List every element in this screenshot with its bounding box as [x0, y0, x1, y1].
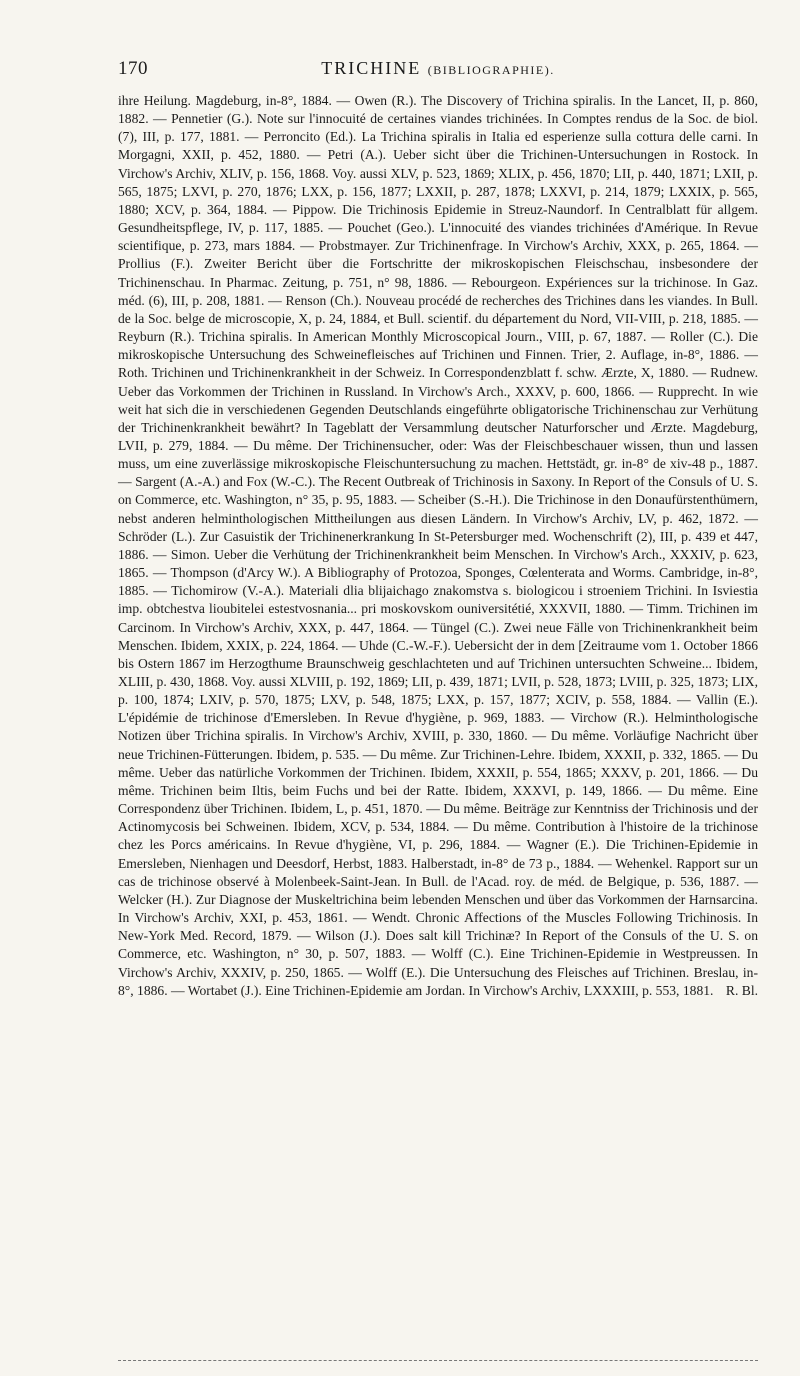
footer-rule	[118, 1360, 758, 1361]
author-signature: R. Bl.	[725, 982, 758, 998]
title: TRICHINE	[321, 58, 422, 78]
running-title	[118, 58, 758, 79]
page-header	[118, 58, 758, 92]
bibliography-body: ihre Heilung. Magdeburg, in-8°, 1884. — Owen (R.). The Discovery of Trichina spiralis. In the Lancet, II, p. 860, 1882. — Pennetier (G.). Note sur l'innocuité de certaines viandes trichinées. In Comptes rendus de la Soc. de biol. (7), III, p. 177, 1881. — Perroncito (Ed.). La Trichina spiralis in Italia ed esperienze sulla cottura delle carni. In Morgagni, XXII, p. 452, 1880. — Petri (A.). Ueber sicht über die Trichinen-Untersuchungen in Rostock. In Virchow's Archiv, XLIV, p. 156, 1868. Voy. aussi XLV, p. 523, 1869; XLIX, p. 456, 1870; LII, p. 440, 1871; LXII, p. 565, 1875; LXVI, p. 270, 1876; LXX, p. 156, 1877; LXXII, p. 287, 1878; LXXVI, p. 214, 1879; LXXIX, p. 565, 1880; XCV, p. 364, 1884. — Pippow. Die Trichinosis Epidemie in Streuz-Naundorf. In Centralblatt für allgem. Gesundheitspflege, IV, p. 117, 1885. — Pouchet (Geo.). L'innocuité des viandes trichinées d'Amérique. In Revue scientifique, p. 273, mars 1884. — Probstmayer. Zur Trichinenfrage. In Virchow's Archiv, XXX, p. 265, 1864. — Prollius (F.). Zweiter Bericht über die Fortschritte der mikroskopischen Fleischschau, insbesondere der Trichinenschau. In Pharmac. Zeitung, p. 751, n° 98, 1886. — Rebourgeon. Expériences sur la trichinose. In Gaz. méd. (6), III, p. 208, 1881. — Renson (Ch.). Nouveau procédé de recherches des Trichines dans les viandes. In Bull. de la Soc. belge de microscopie, X, p. 24, 1884, et Bull. scientif. du département du Nord, VII-VIII, p. 218, 1885. — Reyburn (R.). Trichina spiralis. In American Monthly Microscopical Journ., VIII, p. 67, 1887. — Roller (C.). Die mikroskopische Untersuchung des Schweinefleisches auf Trichinen und Finnen. Trier, 2. Auflage, in-8°, 1886. — Roth. Trichinen und Trichinenkrankheit in der Schweiz. In Correspondenzblatt f. schw. Ærzte, X, 1880. — Rudnew. Ueber das Vorkommen der Trichinen in Russland. In Virchow's Arch., XXXV, p. 600, 1866. — Rupprecht. In wie weit hat sich die in verschiedenen Gegenden Deutschlands eingeführte obligatorische Trichinenschau zur Verhütung der Trichinenkrankheit bewährt? In Tageblatt der Versammlung deutscher Naturforscher und Ærzte. Magdeburg, LVII, p. 279, 1884. — Du même. Der Trichinensucher, oder: Was der Fleischbeschauer wissen, thun und lassen muss, um eine zuverlässige mikroskopische Fleischuntersuchung zu machen. Hettstädt, gr. in-8° de xiv-48 p., 1887. — Sargent (A.-A.) and Fox (W.-C.). The Recent Outbreak of Trichinosis in Saxony. In Report of the Consuls of U. S. on Commerce, etc. Washington, n° 35, p. 95, 1883. — Scheiber (S.-H.). Die Trichinose in den Donaufürstenthümern, nebst anderen helminthologischen Mittheilungen aus diesen Ländern. In Virchow's Archiv, LV, p. 462, 1872. — Schröder (L.). Zur Casuistik der Trichinenerkrankung In St-Petersburger med. Wochenschrift (2), III, p. 439 et 447, 1886. — Simon. Ueber die Verhütung der Trichinenkrankheit beim Menschen. In Virchow's Arch., XXXIV, p. 623, 1865. — Thompson (d'Arcy W.). A Bibliography of Protozoa, Sponges, Cœlenterata and Worms. Cambridge, in-8°, 1885. — Tichomirow (V.-A.). Materiali dlia blijaichago znakomstva s. biologicou i stroeniem Trichini. In Isviestia imp. obtchestva lioubitelei estestvosnania... pri moskovskom ouniversitétié, XXXVII, 1880. — Timm. Trichinen im Carcinom. In Virchow's Archiv, XXX, p. 447, 1864. — Tüngel (C.). Zwei neue Fälle von Trichinenkrankheit beim Menschen. Ibidem, XXIX, p. 224, 1864. — Uhde (C.-W.-F.). Uebersicht der in dem [Zeitraume vom 1. October 1866 bis Ostern 1867 im Herzogthume Braunschweig geschlachteten und auf Trichinen untersuchten Schweine... Ibidem, XLIII, p. 430, 1868. Voy. aussi XLVIII, p. 192, 1869; LII, p. 439, 1871; LVII, p. 528, 1873; LVIII, p. 325, 1873; LIX, p. 100, 1874; LXIV, p. 570, 1875; LXV, p. 548, 1875; LXX, p. 157, 1877; XCIV, p. 558, 1884. — Vallin (E.). L'épidémie de trichinose d'Emersleben. In Revue d'hygiène, p. 969, 1883. — Virchow (R.). Helminthologische Notizen über Trichina spiralis. In Virchow's Archiv, XVIII, p. 330, 1860. — Du même. Vorläufige Nachricht über neue Trichinen-Fütterungen. Ibidem, p. 535. — Du même. Zur Trichinen-Lehre. Ibidem, XXXII, p. 332, 1865. — Du même. Ueber das natürliche Vorkommen der Trichinen. Ibidem, XXXII, p. 554, 1865; XXXV, p. 201, 1866. — Du même. Trichinen beim Iltis, beim Fuchs und bei der Ratte. Ibidem, XXXVI, p. 149, 1866. — Du même. Eine Correspondenz über Trichinen. Ibidem, L, p. 451, 1870. — Du même. Beiträge zur Kenntniss der Trichinosis und der Actinomycosis bei Schweinen. Ibidem, XCV, p. 534, 1884. — Du même. Contribution à l'histoire de la trichinose chez les Porcs américains. In Revue d'hygiène, VI, p. 296, 1884. — Wagner (E.). Die Trichinen-Epidemie in Emersleben, Nienhagen und Deesdorf, Herbst, 1883. Halberstadt, in-8° de 73 p., 1884. — Wehenkel. Rapport sur un cas de trichinose observé à Molenbeek-Saint-Jean. In Bull. de l'Acad. roy. de méd. de Belgique, p. 536, 1887. — Welcker (H.). Zur Diagnose der Muskeltrichina beim lebenden Menschen und über das Vorkommen der Harnsarcina. In Virchow's Archiv, XXI, p. 453, 1861. — Wendt. Chronic Affections of the Muscles Following Trichinosis. In New-York Med. Record, 1879. — Wilson (J.). Does salt kill Trichinæ? In Report of the Consuls of the U. S. on Commerce, etc. Washington, n° 30, p. 507, 1883. — Wolff (C.). Eine Trichinen-Epidemie in Westpreussen. In Virchow's Archiv, XXXIV, p. 250, 1865. — Wolff (E.). Die Untersuchung des Fleisches auf Trichinen. Breslau, in-8°, 1886. — Wortabet (J.). Eine Trichinen-Epidemie am Jordan. In Virchow's Archiv, LXXXIII, p. 553, 1881.	[118, 93, 758, 998]
bibliography-text	[118, 92, 758, 1000]
page-number: 170	[118, 58, 148, 79]
subtitle: (BIBLIOGRAPHIE).	[427, 63, 555, 77]
